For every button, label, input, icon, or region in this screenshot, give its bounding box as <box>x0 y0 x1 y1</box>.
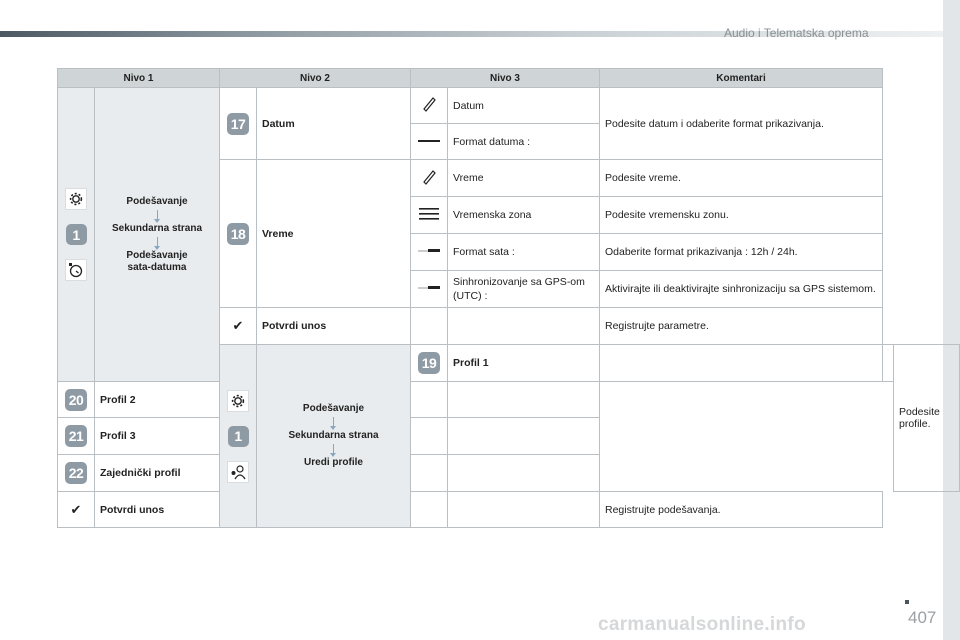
empty-cell <box>411 492 448 528</box>
clock-icon <box>65 259 87 281</box>
toggle-icon <box>418 247 440 255</box>
nivo3-format-sata: Format sata : <box>448 234 600 271</box>
path-step: Uredi profile <box>304 457 363 468</box>
comment-vremenska-zona: Podesite vremensku zonu. <box>600 197 883 234</box>
step-badge-1: 1 <box>66 224 87 245</box>
toggle-icon <box>418 284 440 292</box>
comment-datum: Podesite datum i odaberite format prikazivanja. <box>600 88 883 160</box>
arrow-down-icon <box>157 210 158 220</box>
empty-cell <box>448 308 600 345</box>
section1-icons <box>58 88 95 382</box>
icon-cell <box>411 124 448 160</box>
empty-cell <box>448 492 600 528</box>
step-badge-17: 17 <box>227 113 249 135</box>
arrow-down-icon <box>333 444 334 454</box>
nivo2-profil-2: Profil 2 <box>95 382 220 418</box>
empty-cell <box>411 418 448 455</box>
step-badge-22: 22 <box>65 462 87 484</box>
header-nivo-1: Nivo 1 <box>58 69 220 88</box>
path-step: Sekundarna strana <box>288 430 379 441</box>
section2-path <box>257 345 411 528</box>
empty-cell <box>411 382 448 418</box>
table-header-row <box>58 69 960 88</box>
chapter-title: Audio i Telematska oprema <box>724 26 869 40</box>
nivo2-zajednicki-profil: Zajednički profil <box>95 455 220 492</box>
page-dot <box>905 600 909 604</box>
empty-cell <box>883 345 894 382</box>
header-nivo-3: Nivo 3 <box>411 69 600 88</box>
path-step: Podešavanje <box>302 403 365 414</box>
comment-vreme: Podesite vreme. <box>600 160 883 197</box>
settings-icon <box>227 390 249 412</box>
empty-cell <box>448 418 600 455</box>
empty-cell <box>411 308 448 345</box>
nivo2-profil-3: Profil 3 <box>95 418 220 455</box>
section1-path <box>95 88 220 382</box>
step-badge-1: 1 <box>228 426 249 447</box>
nivo3-datum: Datum <box>448 88 600 124</box>
path-step: Podešavanje sata-datuma <box>126 249 188 273</box>
path-step: Sekundarna strana <box>111 222 203 234</box>
badge-cell <box>411 345 448 382</box>
path-step: Podešavanje <box>126 195 188 207</box>
nivo2-potvrdi-unos: Potvrdi unos <box>257 308 411 345</box>
nivo2-vreme: Vreme <box>257 160 411 308</box>
section2-icons <box>220 345 257 528</box>
step-badge-21: 21 <box>65 425 87 447</box>
profile-icon <box>227 461 249 483</box>
step-badge-20: 20 <box>65 389 87 411</box>
badge-cell <box>58 418 95 455</box>
checkmark-icon: ✔ <box>232 318 244 333</box>
icon-cell <box>411 271 448 308</box>
settings-table <box>57 68 960 528</box>
nivo3-vreme: Vreme <box>448 160 600 197</box>
step-badge-18: 18 <box>227 223 249 245</box>
nivo3-sinhronizovanje: Sinhronizovanje sa GPS-om (UTC) : <box>448 271 600 308</box>
pen-icon <box>421 169 437 185</box>
arrow-down-icon <box>333 417 334 427</box>
icon-cell <box>220 308 257 345</box>
nivo3-vremenska-zona: Vremenska zona <box>448 197 600 234</box>
empty-cell <box>600 345 883 382</box>
watermark: carmanualsonline.info <box>598 614 806 635</box>
comment-sinhronizovanje: Aktivirajte ili deaktivirajte sinhronizaciju sa GPS sistemom. <box>600 271 883 308</box>
step-badge-19: 19 <box>418 352 440 374</box>
arrow-down-icon <box>157 237 158 247</box>
line-icon <box>418 137 440 145</box>
header-nivo-2: Nivo 2 <box>220 69 411 88</box>
nivo2-datum: Datum <box>257 88 411 160</box>
icon-cell <box>411 197 448 234</box>
badge-cell <box>58 455 95 492</box>
comment-potvrdi-unos-2: Registrujte podešavanja. <box>600 492 883 528</box>
comment-potvrdi-unos: Registrujte parametre. <box>600 308 883 345</box>
empty-cell <box>411 455 448 492</box>
nivo3-format-datuma: Format datuma : <box>448 124 600 160</box>
badge-cell <box>220 160 257 308</box>
badge-cell <box>58 382 95 418</box>
page-number: 407 <box>908 608 937 627</box>
pen-icon <box>421 96 437 112</box>
icon-cell <box>411 160 448 197</box>
header-komentari: Komentari <box>600 69 883 88</box>
icon-cell <box>411 88 448 124</box>
empty-cell <box>448 382 600 418</box>
nivo2-profil-1: Profil 1 <box>448 345 600 382</box>
settings-icon <box>65 188 87 210</box>
icon-cell <box>411 234 448 271</box>
checkmark-icon: ✔ <box>70 501 82 517</box>
badge-cell <box>220 88 257 160</box>
nivo2-potvrdi-unos-2: Potvrdi unos <box>95 492 220 528</box>
icon-cell <box>58 492 95 528</box>
comment-profiles: Podesite profile. <box>894 345 960 492</box>
list-icon <box>419 207 439 221</box>
comment-format-sata: Odaberite format prikazivanja : 12h / 24h. <box>600 234 883 271</box>
empty-cell <box>448 455 600 492</box>
